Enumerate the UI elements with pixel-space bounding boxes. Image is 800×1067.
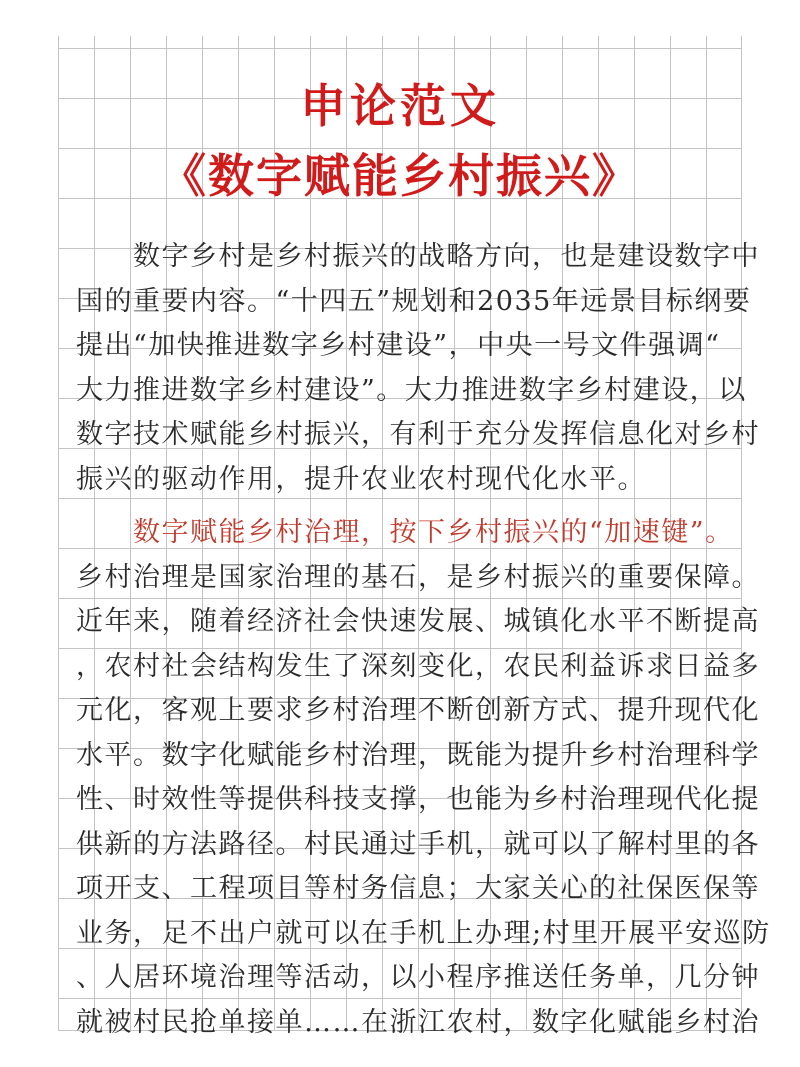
essay-title: 《数字赋能乡村振兴》 [160, 149, 640, 203]
text-line: 数字技术赋能乡村振兴，有利于充分发挥信息化对乡村 [76, 419, 760, 450]
text-line: 、人居环境治理等活动，以小程序推送任务单，几分钟 [76, 962, 760, 993]
text-line: 乡村治理是国家治理的基石，是乡村振兴的重要保障。 [76, 561, 760, 593]
text-line: 振兴的驱动作用，提升农业农村现代化水平。 [76, 463, 646, 495]
text-line: 性、时效性等提供科技支撑，也能为乡村治理现代化提 [76, 784, 760, 815]
paragraph-governance [76, 511, 771, 1045]
text-line: 就被村民抢单接单……在浙江农村，数字化赋能乡村治 [76, 1006, 760, 1038]
text-line: 大力推进数字乡村建设”。大力推进数字乡村建设，以 [76, 374, 747, 406]
text-line: ，农村社会结构发生了深刻变化，农民利益诉求日益多 [76, 650, 760, 682]
text-line: 近年来，随着经济社会快速发展、城镇化水平不断提高 [76, 606, 760, 637]
text-line: 供新的方法路径。村民通过手机，就可以了解村里的各 [76, 828, 760, 860]
text-line: 项开支、工程项目等村务信息；大家关心的社保医保等 [76, 873, 760, 904]
text-line: 元化，客观上要求乡村治理不断创新方式、提升现代化 [76, 695, 760, 726]
text-line: 数字乡村是乡村振兴的战略方向，也是建设数字中 [76, 241, 760, 272]
text-line: 业务，足不出户就可以在手机上办理;村里开展平安巡防 [76, 917, 771, 949]
paragraph-intro [76, 235, 760, 502]
page-title: 申论范文 [300, 79, 500, 133]
text-line: 提出“加快推进数字乡村建设”，中央一号文件强调“ [76, 330, 721, 361]
section-heading: 数字赋能乡村治理，按下乡村振兴的“加速键”。 [76, 517, 734, 548]
text-line: 水平。数字化赋能乡村治理，既能为提升乡村治理科学 [76, 739, 760, 771]
text-line: 国的重要内容。“十四五”规划和2035年远景目标纲要 [76, 285, 752, 317]
